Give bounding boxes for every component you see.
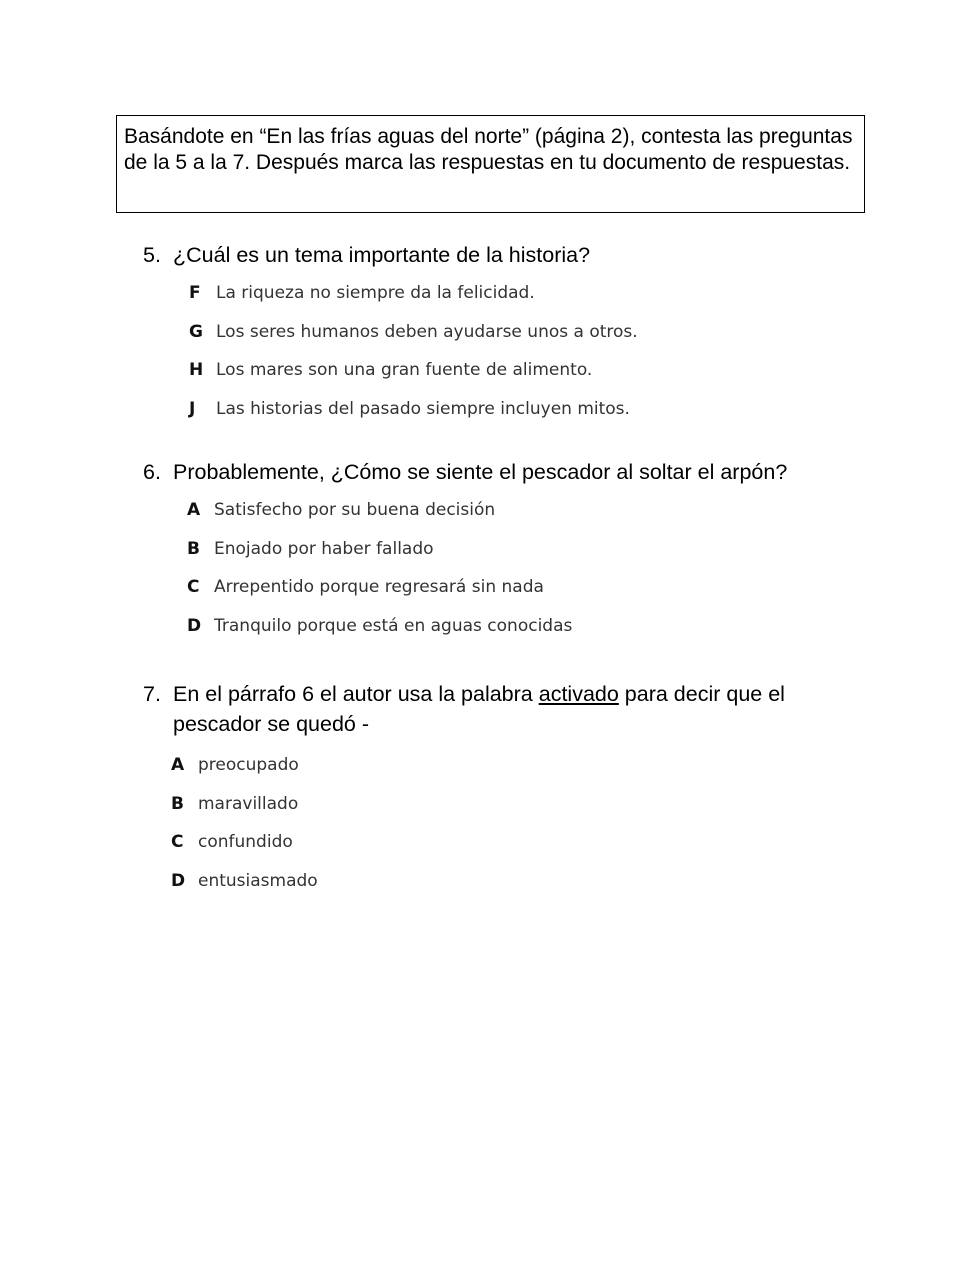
option-letter: H [189, 360, 204, 381]
question-7 [143, 679, 863, 900]
question-stem [143, 679, 863, 739]
answer-option-a[interactable] [187, 491, 863, 530]
question-text: ¿Cuál es un tema importante de la historia? [173, 243, 591, 267]
question-stem [143, 240, 863, 270]
question-text [173, 679, 863, 739]
answer-option-c[interactable] [187, 568, 863, 607]
option-letter: J [189, 398, 196, 419]
question-number: 7. [143, 682, 161, 706]
question-5 [143, 240, 863, 428]
option-letter: A [171, 755, 185, 776]
answer-option-d[interactable] [171, 862, 863, 901]
question-text-before: En el párrafo 6 el autor usa la palabra [173, 682, 539, 706]
option-text: Los seres humanos deben ayudarse unos a otros. [216, 321, 638, 342]
answer-option-d[interactable] [187, 607, 863, 646]
option-text: Los mares son una gran fuente de alimento. [216, 360, 593, 381]
question-text: Probablemente, ¿Cómo se siente el pescador al soltar el arpón? [173, 460, 788, 484]
option-letter: F [189, 283, 201, 304]
option-letter: B [187, 538, 200, 559]
option-text: Arrepentido porque regresará sin nada [214, 577, 544, 598]
option-letter: A [187, 500, 201, 521]
option-letter: B [171, 793, 184, 814]
answer-option-c[interactable] [171, 823, 863, 862]
option-letter: C [187, 577, 200, 598]
answer-option-a[interactable] [171, 746, 863, 785]
answer-options [187, 491, 863, 645]
option-text: entusiasmado [198, 870, 318, 891]
instructions-box [116, 115, 865, 213]
option-text: Enojado por haber fallado [214, 538, 434, 559]
answer-option-f[interactable] [189, 274, 863, 313]
option-text: confundido [198, 832, 293, 853]
answer-option-b[interactable] [171, 785, 863, 824]
option-letter: D [187, 615, 202, 636]
answer-option-h[interactable] [189, 351, 863, 390]
answer-option-b[interactable] [187, 530, 863, 569]
instructions-text: Basándote en “En las frías aguas del norte” (página 2), contesta las preguntas de la 5 a la 7. Después marca las respuestas en tu documento de respuestas. [124, 125, 853, 174]
underlined-word: activado [538, 682, 619, 706]
question-stem [143, 457, 863, 487]
option-text: preocupado [198, 755, 299, 776]
option-text: Satisfecho por su buena decisión [214, 500, 496, 521]
answer-option-g[interactable] [189, 313, 863, 352]
answer-option-j[interactable] [189, 390, 863, 429]
question-number: 5. [143, 243, 161, 267]
question-text-after: para decir que el pescador se quedó - [173, 682, 785, 736]
question-6 [143, 457, 863, 645]
option-letter: D [171, 870, 186, 891]
option-text: Las historias del pasado siempre incluyen mitos. [216, 398, 630, 419]
option-letter: G [189, 321, 203, 342]
question-number: 6. [143, 460, 161, 484]
option-text: maravillado [198, 793, 299, 814]
option-letter: C [171, 832, 184, 853]
option-text: Tranquilo porque está en aguas conocidas [214, 615, 573, 636]
option-text: La riqueza no siempre da la felicidad. [216, 283, 535, 304]
answer-options [171, 746, 863, 900]
answer-options [189, 274, 863, 428]
